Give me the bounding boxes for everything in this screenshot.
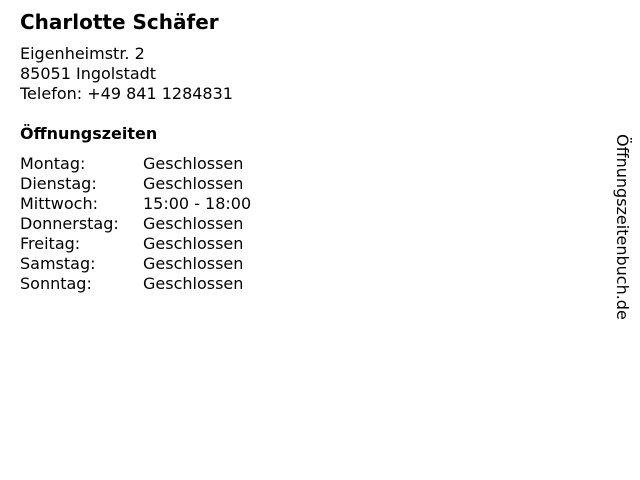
day-label: Sonntag:: [20, 274, 92, 293]
opening-hours-title: Öffnungszeiten: [20, 124, 158, 143]
day-label: Samstag:: [20, 254, 96, 273]
time-value: Geschlossen: [143, 214, 244, 233]
time-value: Geschlossen: [143, 274, 244, 293]
phone-number: Telefon: +49 841 1284831: [20, 84, 233, 103]
day-label: Montag:: [20, 154, 86, 173]
business-name: Charlotte Schäfer: [20, 10, 219, 34]
day-label: Donnerstag:: [20, 214, 119, 233]
city-postal: 85051 Ingolstadt: [20, 64, 157, 83]
time-value: Geschlossen: [143, 234, 244, 253]
time-value: 15:00 - 18:00: [143, 194, 252, 213]
address-block: [20, 44, 233, 104]
day-label: Freitag:: [20, 234, 81, 253]
time-value: Geschlossen: [143, 254, 244, 273]
street-address: Eigenheimstr. 2: [20, 44, 145, 63]
site-watermark: Öffnungszeitenbuch.de: [613, 134, 632, 320]
time-value: Geschlossen: [143, 174, 244, 193]
day-label: Dienstag:: [20, 174, 97, 193]
day-label: Mittwoch:: [20, 194, 98, 213]
time-value: Geschlossen: [143, 154, 244, 173]
